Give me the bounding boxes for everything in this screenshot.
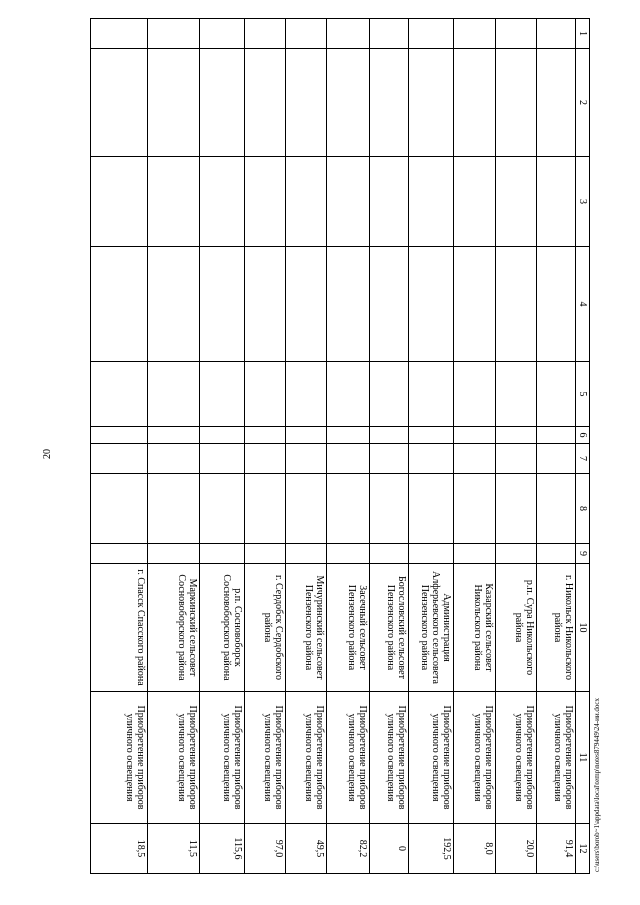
empty-cell xyxy=(200,444,244,474)
empty-cell xyxy=(409,19,453,49)
amount-cell: 20,0 xyxy=(496,824,537,874)
header-cell: 9 xyxy=(575,544,589,564)
header-cell: 5 xyxy=(575,362,589,427)
empty-cell xyxy=(327,544,369,564)
purpose-cell: Приобретение приборов уличного освещения xyxy=(453,692,495,824)
recipient-cell: Администрация Алферьевского сельсовета Пензенского района xyxy=(409,564,453,692)
recipient-cell: г. Никольск Никольского района xyxy=(537,564,575,692)
empty-cell xyxy=(244,49,285,157)
empty-cell xyxy=(496,427,537,444)
table-header-row xyxy=(575,19,589,874)
empty-cell xyxy=(537,427,575,444)
empty-cell xyxy=(91,19,148,49)
empty-cell xyxy=(409,362,453,427)
purpose-cell: Приобретение приборов уличного освещения xyxy=(537,692,575,824)
empty-cell xyxy=(496,362,537,427)
empty-cell xyxy=(91,247,148,362)
empty-cell xyxy=(91,427,148,444)
empty-cell xyxy=(409,427,453,444)
empty-cell xyxy=(537,362,575,427)
empty-cell xyxy=(147,247,200,362)
empty-cell xyxy=(453,474,495,544)
amount-cell: 0 xyxy=(369,824,408,874)
empty-cell xyxy=(327,49,369,157)
empty-cell xyxy=(200,157,244,247)
empty-cell xyxy=(200,247,244,362)
empty-cell xyxy=(496,49,537,157)
empty-cell xyxy=(91,544,148,564)
empty-cell xyxy=(244,157,285,247)
empty-cell xyxy=(91,474,148,544)
empty-cell xyxy=(286,474,327,544)
empty-cell xyxy=(200,49,244,157)
empty-cell xyxy=(409,474,453,544)
header-cell: 1 xyxy=(575,19,589,49)
empty-cell xyxy=(453,362,495,427)
empty-cell xyxy=(496,19,537,49)
empty-cell xyxy=(286,544,327,564)
empty-cell xyxy=(453,19,495,49)
empty-cell xyxy=(453,157,495,247)
header-cell: 3 xyxy=(575,157,589,247)
empty-cell xyxy=(496,157,537,247)
empty-cell xyxy=(453,427,495,444)
empty-cell xyxy=(327,19,369,49)
empty-cell xyxy=(327,247,369,362)
recipient-cell: р.п. Сура Никольского района xyxy=(496,564,537,692)
table-row xyxy=(244,19,285,874)
table-row xyxy=(286,19,327,874)
empty-cell xyxy=(369,19,408,49)
empty-cell xyxy=(91,49,148,157)
purpose-cell: Приобретение приборов уличного освещения xyxy=(200,692,244,824)
empty-cell xyxy=(200,19,244,49)
recipient-cell: Богословский сельсовет Пензенского района xyxy=(369,564,408,692)
empty-cell xyxy=(147,544,200,564)
empty-cell xyxy=(369,49,408,157)
empty-cell xyxy=(286,157,327,247)
empty-cell xyxy=(409,157,453,247)
footer-file-path-text: c:\users\borob~1\appdata\local\temp\notes879449\24-ии.docx xyxy=(593,698,601,872)
table-row xyxy=(409,19,453,874)
empty-cell xyxy=(91,362,148,427)
empty-cell xyxy=(409,444,453,474)
empty-cell xyxy=(327,157,369,247)
empty-cell xyxy=(369,362,408,427)
recipient-cell: Казарский сельсовет Никольского района xyxy=(453,564,495,692)
purpose-cell: Приобретение приборов уличного освещения xyxy=(369,692,408,824)
header-cell: 6 xyxy=(575,427,589,444)
empty-cell xyxy=(496,247,537,362)
empty-cell xyxy=(453,444,495,474)
empty-cell xyxy=(244,362,285,427)
empty-cell xyxy=(327,444,369,474)
purpose-cell: Приобретение приборов уличного освещения xyxy=(286,692,327,824)
empty-cell xyxy=(409,247,453,362)
header-cell: 12 xyxy=(575,824,589,874)
amount-cell: 91,4 xyxy=(537,824,575,874)
empty-cell xyxy=(453,247,495,362)
empty-cell xyxy=(537,544,575,564)
empty-cell xyxy=(327,427,369,444)
table-row xyxy=(537,19,575,874)
header-cell: 8 xyxy=(575,474,589,544)
amount-cell: 11,5 xyxy=(147,824,200,874)
table-row xyxy=(453,19,495,874)
empty-cell xyxy=(537,247,575,362)
empty-cell xyxy=(147,49,200,157)
empty-cell xyxy=(147,474,200,544)
page-number: 20 xyxy=(42,449,53,459)
empty-cell xyxy=(409,544,453,564)
empty-cell xyxy=(147,157,200,247)
header-cell: 2 xyxy=(575,49,589,157)
table-row xyxy=(91,19,148,874)
table-row xyxy=(327,19,369,874)
empty-cell xyxy=(537,474,575,544)
empty-cell xyxy=(496,474,537,544)
empty-cell xyxy=(244,247,285,362)
empty-cell xyxy=(147,19,200,49)
table-row xyxy=(496,19,537,874)
empty-cell xyxy=(200,544,244,564)
empty-cell xyxy=(496,544,537,564)
empty-cell xyxy=(453,49,495,157)
empty-cell xyxy=(147,362,200,427)
amount-cell: 97,0 xyxy=(244,824,285,874)
empty-cell xyxy=(537,19,575,49)
recipient-cell: г. Спасск Спасского района xyxy=(91,564,148,692)
table-row xyxy=(147,19,200,874)
empty-cell xyxy=(286,49,327,157)
empty-cell xyxy=(91,444,148,474)
empty-cell xyxy=(244,474,285,544)
recipient-cell: Засечный сельсовет Пензенского района xyxy=(327,564,369,692)
table-row xyxy=(369,19,408,874)
empty-cell xyxy=(369,444,408,474)
empty-cell xyxy=(244,19,285,49)
amount-cell: 115,6 xyxy=(200,824,244,874)
purpose-cell: Приобретение приборов уличного освещения xyxy=(244,692,285,824)
empty-cell xyxy=(369,544,408,564)
empty-cell xyxy=(537,49,575,157)
empty-cell xyxy=(369,157,408,247)
recipient-cell: р.п. Сосновоборск Сосновоборского района xyxy=(200,564,244,692)
empty-cell xyxy=(369,247,408,362)
empty-cell xyxy=(200,362,244,427)
recipient-cell: Маркинский сельсовет Сосновоборского района xyxy=(147,564,200,692)
empty-cell xyxy=(327,362,369,427)
empty-cell xyxy=(286,247,327,362)
recipient-cell: г. Сердобск Сердобского района xyxy=(244,564,285,692)
amount-cell: 8,0 xyxy=(453,824,495,874)
table-row xyxy=(200,19,244,874)
document-table xyxy=(90,18,590,874)
empty-cell xyxy=(286,19,327,49)
empty-cell xyxy=(244,544,285,564)
purpose-cell: Приобретение приборов уличного освещения xyxy=(327,692,369,824)
empty-cell xyxy=(369,474,408,544)
empty-cell xyxy=(147,427,200,444)
empty-cell xyxy=(369,427,408,444)
amount-cell: 192,5 xyxy=(409,824,453,874)
empty-cell xyxy=(286,427,327,444)
empty-cell xyxy=(286,362,327,427)
empty-cell xyxy=(537,157,575,247)
header-cell: 7 xyxy=(575,444,589,474)
empty-cell xyxy=(200,474,244,544)
empty-cell xyxy=(327,474,369,544)
purpose-cell: Приобретение приборов уличного освещения xyxy=(409,692,453,824)
empty-cell xyxy=(200,427,244,444)
empty-cell xyxy=(409,49,453,157)
empty-cell xyxy=(537,444,575,474)
empty-cell xyxy=(453,544,495,564)
empty-cell xyxy=(91,157,148,247)
empty-cell xyxy=(244,427,285,444)
empty-cell xyxy=(147,444,200,474)
empty-cell xyxy=(244,444,285,474)
purpose-cell: Приобретение приборов уличного освещения xyxy=(91,692,148,824)
header-cell: 10 xyxy=(575,564,589,692)
empty-cell xyxy=(286,444,327,474)
amount-cell: 18,5 xyxy=(91,824,148,874)
header-cell: 4 xyxy=(575,247,589,362)
header-cell: 11 xyxy=(575,692,589,824)
amount-cell: 82,2 xyxy=(327,824,369,874)
purpose-cell: Приобретение приборов уличного освещения xyxy=(496,692,537,824)
empty-cell xyxy=(496,444,537,474)
amount-cell: 49,5 xyxy=(286,824,327,874)
recipient-cell: Мичуринский сельсовет Пензенского района xyxy=(286,564,327,692)
purpose-cell: Приобретение приборов уличного освещения xyxy=(147,692,200,824)
